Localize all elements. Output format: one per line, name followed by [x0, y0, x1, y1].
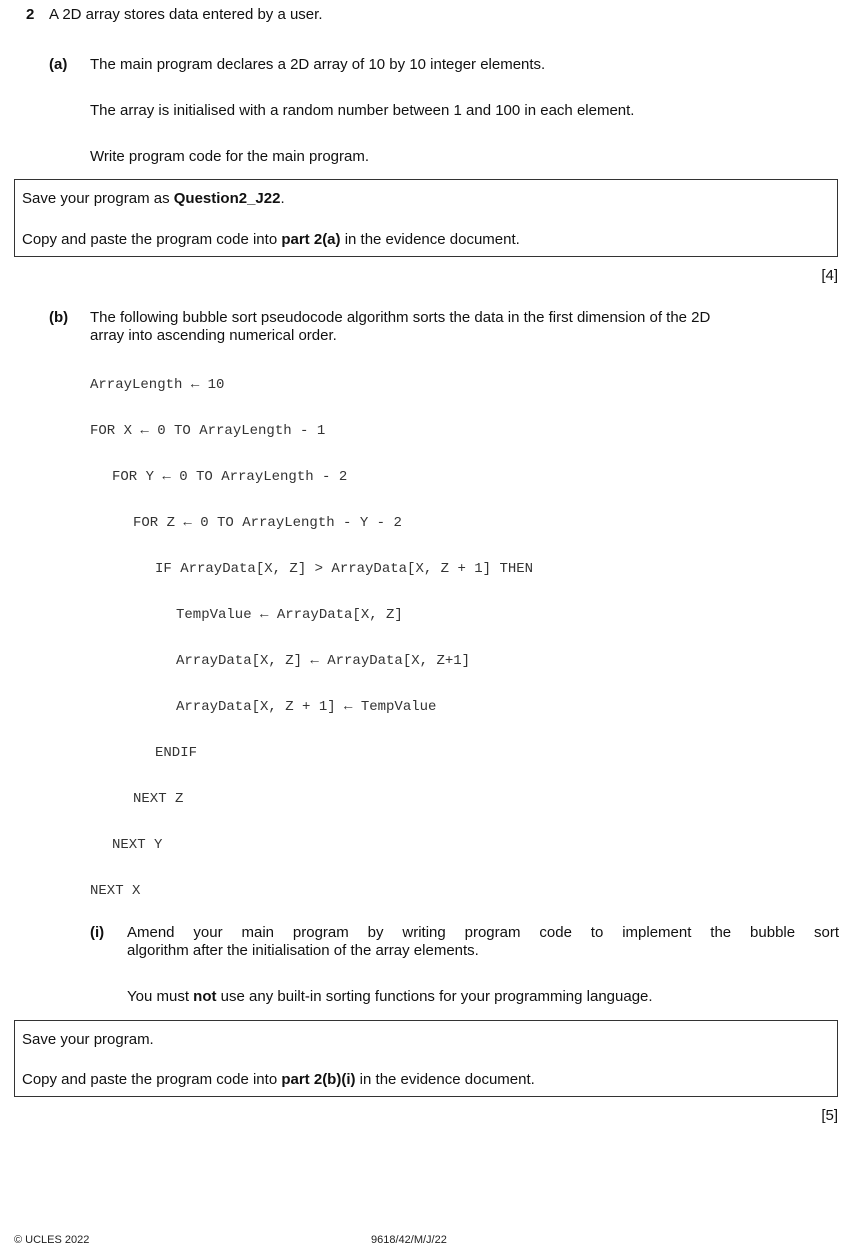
evidence-part: part 2(b)(i) — [281, 1071, 356, 1088]
code-line: FOR Z ← 0 TO ArrayLength - Y - 2 — [133, 515, 402, 531]
marks-a: [4] — [821, 267, 838, 284]
part-b-i-note: You must not use any built-in sorting functions for your programming language. — [127, 988, 653, 1005]
part-b-label: (b) — [49, 309, 69, 326]
part-a-line-1: The main program declares a 2D array of 10 by 10 integer elements. — [90, 56, 546, 73]
footer-paper-code: 9618/42/M/J/22 — [371, 1234, 447, 1246]
code-line: IF ArrayData[X, Z] > ArrayData[X, Z + 1] THEN — [155, 561, 534, 577]
save-instruction: Save your program. — [22, 1031, 154, 1048]
part-b-i-line-2: algorithm after the initialisation of the array elements. — [127, 942, 479, 959]
part-a-line-3: Write program code for the main program. — [90, 148, 370, 165]
save-instruction: Save your program as Question2_J22. — [22, 190, 285, 207]
program-filename: Question2_J22 — [173, 190, 281, 207]
evidence-part: part 2(a) — [281, 231, 341, 248]
code-line: FOR Y ← 0 TO ArrayLength - 2 — [112, 469, 348, 485]
footer-copyright: © UCLES 2022 — [14, 1234, 90, 1246]
part-b-i-line-1: Amend your main program by writing program code to implement the bubble sort — [127, 924, 839, 941]
code-line: NEXT X — [90, 883, 141, 899]
part-b-i-label: (i) — [90, 924, 105, 941]
copy-instruction: Copy and paste the program code into part 2(a) in the evidence document. — [22, 231, 520, 248]
code-line: TempValue ← ArrayData[X, Z] — [176, 607, 403, 623]
part-b-intro-line-1: The following bubble sort pseudocode algorithm sorts the data in the first dimension of the 2D — [90, 309, 711, 326]
marks-b-i: [5] — [821, 1107, 838, 1124]
code-line: ArrayData[X, Z] ← ArrayData[X, Z+1] — [176, 653, 471, 669]
part-a-label: (a) — [49, 56, 68, 73]
part-b-intro-line-2: array into ascending numerical order. — [90, 327, 337, 344]
code-line: ArrayData[X, Z + 1] ← TempValue — [176, 699, 437, 715]
instruction-box-a — [14, 179, 838, 257]
part-a-line-2: The array is initialised with a random number between 1 and 100 in each element. — [90, 102, 635, 119]
question-stem: A 2D array stores data entered by a user. — [49, 6, 323, 23]
question-number: 2 — [26, 6, 35, 23]
code-line: ArrayLength ← 10 — [90, 377, 225, 393]
copy-instruction: Copy and paste the program code into part 2(b)(i) in the evidence document. — [22, 1071, 535, 1088]
code-line: NEXT Z — [133, 791, 184, 807]
code-line: ENDIF — [155, 745, 198, 761]
code-line: NEXT Y — [112, 837, 163, 853]
instruction-box-b — [14, 1020, 838, 1097]
code-line: FOR X ← 0 TO ArrayLength - 1 — [90, 423, 326, 439]
